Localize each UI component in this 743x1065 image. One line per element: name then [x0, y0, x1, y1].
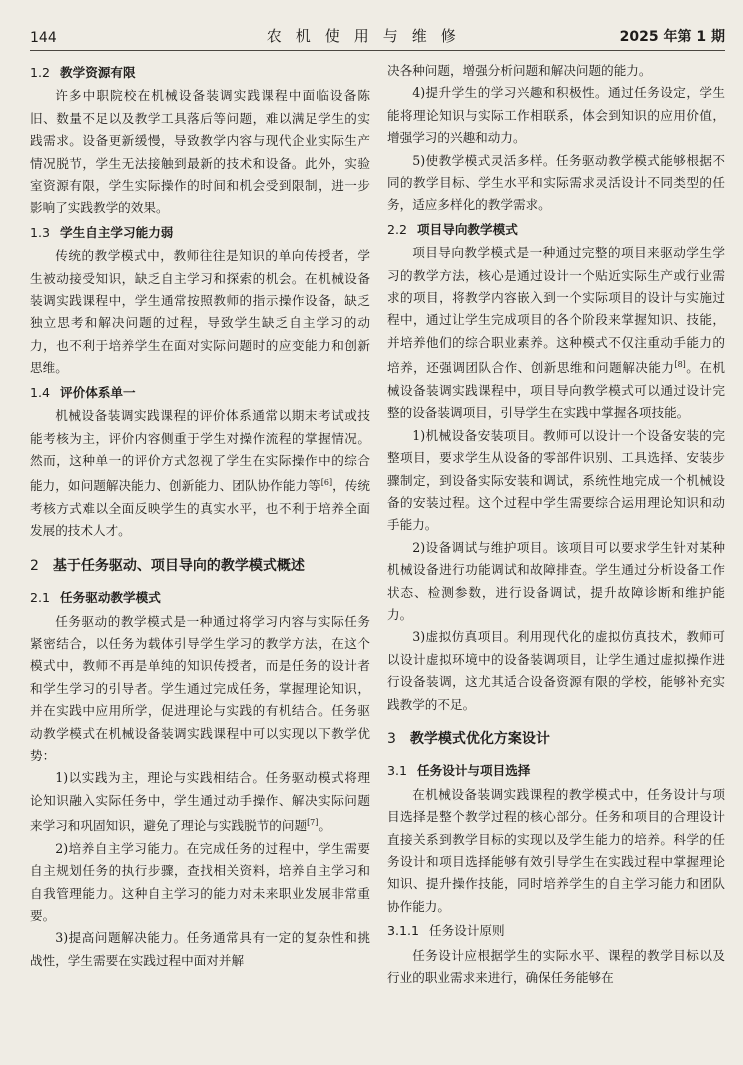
- section-heading: [387, 219, 725, 241]
- journal-name: 农机使用与维修: [266, 27, 470, 45]
- paragraph: [387, 60, 725, 82]
- section-title: 任务设计与项目选择: [417, 763, 531, 779]
- section-title: 项目导向教学模式: [417, 221, 518, 237]
- paragraph-text: 传统的教学模式中，教师往往是知识的单向传授者，学生被动接受知识，缺乏自主学习和探索的机会。在机械设备装调实践课程中，学生通常按照教师的指示操作设备，缺乏独立思考和解决问题的过程，导致学生缺乏自主学习的动力，也不利于培养学生在面对实际问题时的应变能力和创新思维。: [30, 248, 370, 376]
- paragraph-text: 决各种问题，增强分析问题和解决问题的能力。: [387, 63, 652, 78]
- paragraph: [387, 626, 725, 716]
- page-number: 144: [30, 30, 57, 46]
- paragraph: [30, 767, 370, 837]
- paragraph: [387, 242, 725, 424]
- paragraph-text: 许多中职院校在机械设备装调实践课程中面临设备陈旧、数量不足以及教学工具落后等问题，难以满足学生的实践需求。设备更新缓慢，导致教学内容与现代企业实际生产情况脱节，学生无法接触到最新的技术和设备。此外，实验室资源有限，学生实际操作的时间和机会受到限制，进一步影响了实践教学的效果。: [30, 88, 370, 216]
- section-title: 任务驱动教学模式: [60, 590, 161, 606]
- section-title: 评价体系单一: [60, 384, 136, 400]
- section-number: 1.2: [30, 65, 51, 80]
- paragraph-text: 2)培养自主学习能力。在完成任务的过程中，学生需要自主规划任务的执行步骤，查找相关资料，培养自主学习和自我管理能力。这种自主学习的能力对未来职业发展非常重要。: [30, 840, 370, 923]
- section-number: 2.1: [30, 590, 51, 606]
- paragraph: [30, 611, 370, 768]
- section-heading: [30, 587, 370, 609]
- paragraph-text: 3)提高问题解决能力。任务通常具有一定的复杂性和挑战性，学生需要在实践过程中面对并解: [30, 930, 370, 968]
- paragraph: [387, 784, 725, 918]
- paragraph: [30, 245, 370, 379]
- paragraph-text: 4)提升学生的学习兴趣和积极性。通过任务设定，学生能将理论知识与实际工作相联系，体会到知识的应用价值，增强学习的兴趣和动力。: [387, 85, 725, 146]
- section-number: 1.3: [30, 224, 51, 240]
- section-heading: [30, 62, 370, 84]
- right-column: [387, 60, 725, 1060]
- section-heading: [30, 382, 370, 404]
- left-column: [30, 60, 370, 1060]
- section-number: 2.2: [387, 221, 408, 237]
- citation-ref: [6]: [320, 478, 333, 488]
- paragraph-text: 项目导向教学模式是一种通过完整的项目来驱动学生学习的教学方法，核心是通过设计一个贴近实际生产或行业需求的项目，将教学内容嵌入到一个实际项目的设计与实施过程中，通过让学生完成项目的各个阶段来掌握知识、技能，并培养他们的综合职业素养。这种模式不仅注重动手能力的培养，还强调团队合作、创新思维和问题解决能力: [387, 245, 725, 376]
- citation-ref: [7]: [307, 818, 319, 828]
- section-heading: [30, 555, 370, 577]
- paragraph-text: ，传统考核方式难以全面反映学生的真实水平，也不利于培养全面发展的技术人才。: [30, 478, 370, 539]
- paragraph-text: 任务设计应根据学生的实际水平、课程的教学目标以及行业的职业需求来进行，确保任务能够在: [387, 947, 725, 986]
- section-heading: [387, 728, 725, 750]
- paragraph: [30, 838, 370, 928]
- paragraph: [30, 85, 370, 219]
- section-title: 基于任务驱动、项目导向的教学模式概述: [52, 557, 305, 574]
- section-number: 2: [30, 557, 39, 574]
- section-number: 3: [387, 730, 396, 747]
- section-title: 教学模式优化方案设计: [409, 730, 550, 747]
- issue-label: 2025 年第 1 期: [619, 29, 725, 45]
- paragraph-text: 。在机械设备装调实践课程中，项目导向教学模式可以通过设计完整的设备装调项目，引导学生在实践中掌握各项技能。: [387, 360, 725, 421]
- paragraph: [387, 537, 725, 627]
- paragraph-text: 机械设备装调实践课程的评价体系通常以期末考试或技能考核为主，评价内容侧重于学生对操作流程的掌握情况。然而，这种单一的评价方式忽视了学生在实际操作中的综合能力，如问题解决能力、创新能力、团队协作能力等: [30, 408, 370, 494]
- paragraph: [30, 405, 370, 543]
- paragraph-text: 2)设备调试与维护项目。该项目可以要求学生针对某种机械设备进行功能调试和故障排查。学生通过分析设备工作状态、检测参数，进行设备调试，提升故障诊断和维护能力。: [387, 539, 725, 622]
- section-number: 3.1: [387, 763, 408, 779]
- page-header: [30, 18, 725, 51]
- paragraph-text: 任务驱动的教学模式是一种通过将学习内容与实际任务紧密结合，以任务为载体引导学生学习的教学方法，在这个模式中，教师不再是单纯的知识传授者，而是任务的设计者和学生学习的引导者。学生通过完成任务，掌握理论知识，并在实践中应用所学，促进理论与实践的有机结合。任务驱动教学模式在机械设备装调实践课程中可以实现以下教学优势：: [30, 613, 370, 763]
- paragraph: [30, 927, 370, 972]
- section-heading: [387, 760, 725, 782]
- section-number: 1.4: [30, 384, 51, 400]
- section-number: 3.1.1: [387, 923, 420, 939]
- paragraph-text: 1)以实践为主，理论与实践相结合。任务驱动模式将理论知识融入实际任务中，学生通过动手操作、解决实际问题来学习和巩固知识，避免了理论与实践脱节的问题: [30, 770, 370, 834]
- section-title: 教学资源有限: [60, 65, 136, 80]
- section-title: 任务设计原则: [429, 923, 505, 939]
- paragraph: [387, 82, 725, 149]
- paragraph-text: 1)机械设备安装项目。教师可以设计一个设备安装的完整项目，要求学生从设备的零部件识别、工具选择、安装步骤制定，到设备实际安装和调试，系统性地完成一个机械设备的安装过程。这个过程中学生需要综合运用理论知识和动手能力。: [387, 427, 725, 533]
- citation-ref: [8]: [674, 360, 686, 370]
- paragraph-text: 5)使教学模式灵活多样。任务驱动教学模式能够根据不同的教学目标、学生水平和实际需求灵活设计不同类型的任务，适应多样化的教学需求。: [387, 152, 725, 213]
- body-columns: [30, 60, 725, 1060]
- section-heading: [387, 920, 725, 942]
- paragraph-text: 3)虚拟仿真项目。利用现代化的虚拟仿真技术，教师可以设计虚拟环境中的设备装调项目，让学生通过虚拟操作进行设备装调，这尤其适合设备资源有限的学校，能够补充实践教学的不足。: [387, 629, 725, 712]
- paragraph-text: 。: [318, 818, 331, 834]
- paragraph: [387, 150, 725, 217]
- section-heading: [30, 222, 370, 244]
- section-title: 学生自主学习能力弱: [60, 224, 174, 240]
- paragraph-text: 在机械设备装调实践课程的教学模式中，任务设计与项目选择是整个教学过程的核心部分。任务和项目的合理设计直接关系到教学目标的实现以及学生能力的培养。科学的任务设计和项目选择能够有效引导学生在实践过程中掌握理论知识、提升操作技能，同时培养学生的自主学习能力和团队协作能力。: [387, 786, 725, 914]
- paragraph: [387, 425, 725, 537]
- paragraph: [387, 945, 725, 990]
